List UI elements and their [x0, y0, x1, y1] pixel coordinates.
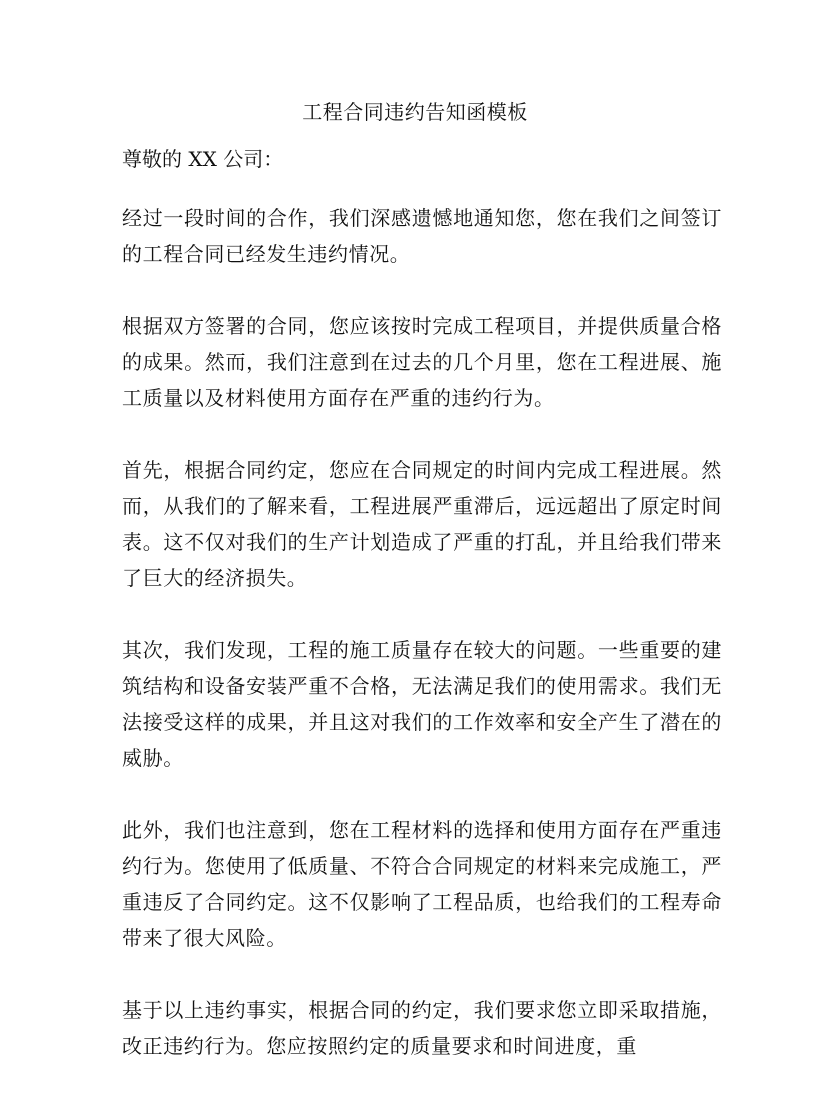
letter-body [122, 200, 722, 1100]
paragraph: 首先，根据合同约定，您应在合同规定的时间内完成工程进展。然而，从我们的了解来看，工程进展严重滞后，远远超出了原定时间表。这不仅对我们的生产计划造成了严重的打乱，并且给我们带来了巨大的经济损失。 [122, 458, 722, 590]
paragraph: 基于以上违约事实，根据合同的约定，我们要求您立即采取措施，改正违约行为。您应按照约定的质量要求和时间进度，重 [122, 998, 722, 1058]
salutation: 尊敬的 XX 公司： [122, 147, 284, 171]
paragraph: 经过一段时间的合作，我们深感遗憾地通知您，您在我们之间签订的工程合同已经发生违约情况。 [122, 206, 722, 266]
paragraph: 此外，我们也注意到，您在工程材料的选择和使用方面存在严重违约行为。您使用了低质量、不符合合同规定的材料来完成施工，严重违反了合同约定。这不仅影响了工程品质，也给我们的工程寿命带来了很大风险。 [122, 818, 722, 950]
document-title: 工程合同违约告知函模板 [302, 100, 528, 124]
paragraph: 其次，我们发现，工程的施工质量存在较大的问题。一些重要的建筑结构和设备安装严重不合格，无法满足我们的使用需求。我们无法接受这样的成果，并且这对我们的工作效率和安全产生了潜在的威胁。 [122, 638, 722, 770]
paragraph: 根据双方签署的合同，您应该按时完成工程项目，并提供质量合格的成果。然而，我们注意到在过去的几个月里，您在工程进展、施工质量以及材料使用方面存在严重的违约行为。 [122, 314, 722, 410]
